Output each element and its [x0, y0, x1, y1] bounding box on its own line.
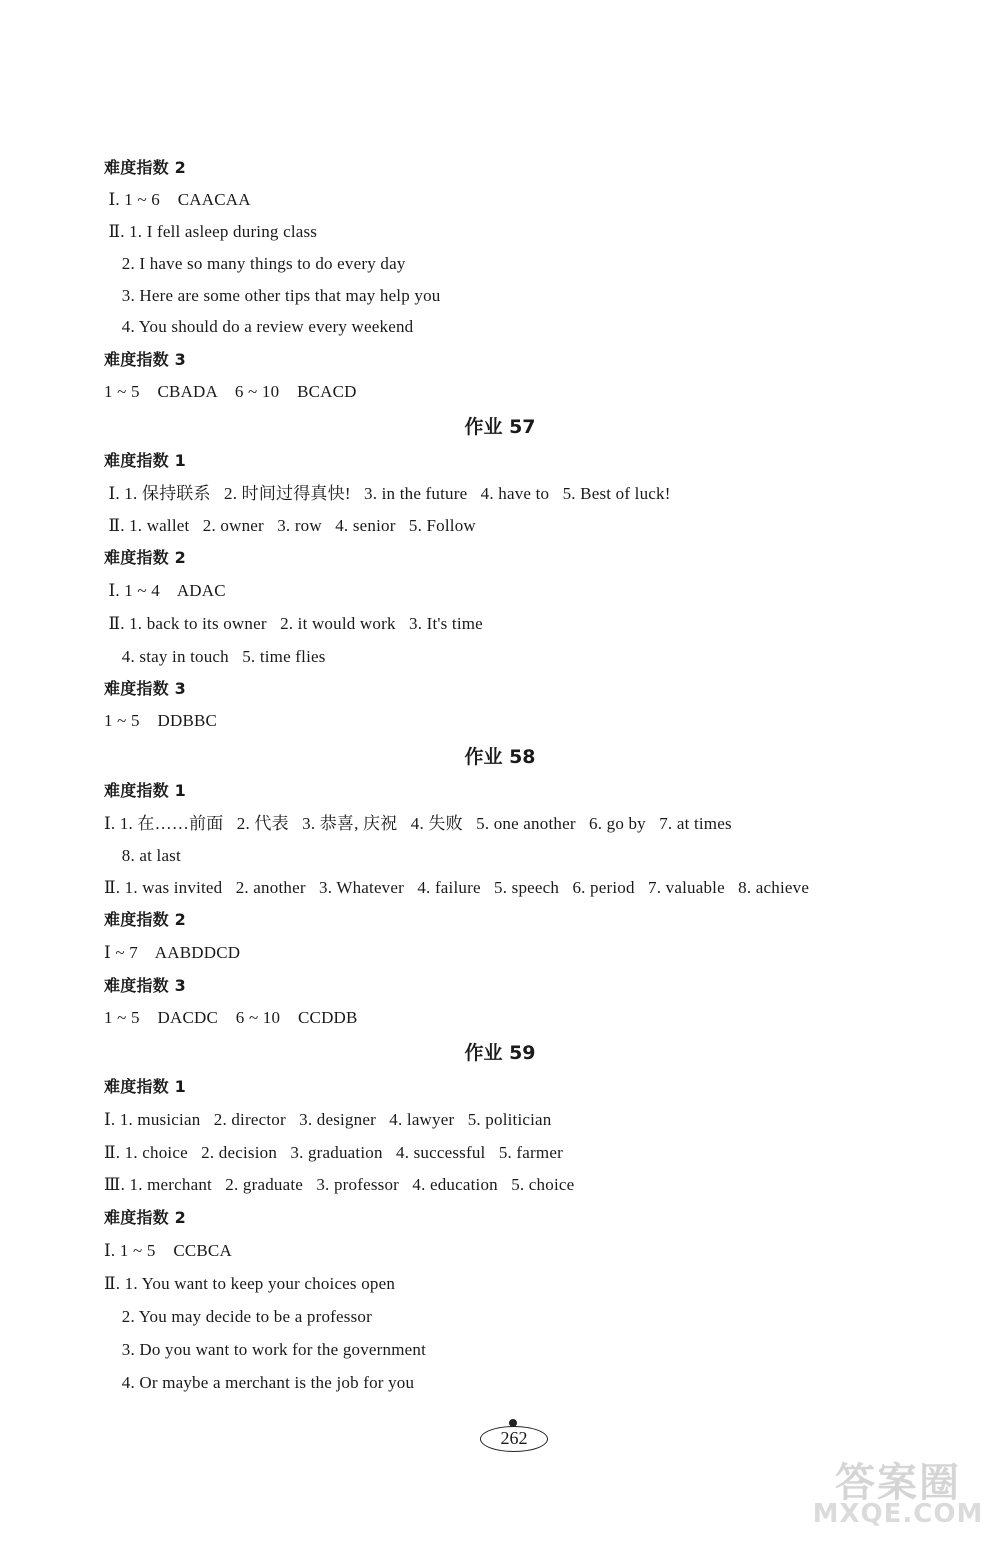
answer-line: Ⅰ. 1 ~ 5 CCBCA [104, 1241, 232, 1260]
answer-line: Ⅱ. 1. You want to keep your choices open [104, 1274, 396, 1293]
watermark-logo-text: 答案圈 [835, 1460, 961, 1506]
answer-line: Ⅰ. 1. musician 2. director 3. designer 4. lawyer 5. politician [104, 1110, 552, 1129]
assignment-title: 作业 59 [464, 1042, 536, 1064]
answer-line: Ⅰ ~ 7 AABDDCD [104, 943, 241, 962]
answer-line: 4. Or maybe a merchant is the job for you [104, 1373, 415, 1392]
answer-line: Ⅱ. 1. was invited 2. another 3. Whatever 4. failure 5. speech 6. period 7. valuable 8. achieve [104, 878, 810, 897]
difficulty-label: 难度指数 1 [104, 1077, 186, 1096]
answer-line: Ⅰ. 1 ~ 6 CAACAA [104, 190, 251, 209]
assignment-title: 作业 58 [464, 746, 536, 768]
difficulty-label: 难度指数 3 [104, 679, 186, 698]
difficulty-label: 难度指数 3 [104, 350, 186, 369]
answer-line: 1 ~ 5 DDBBC [104, 711, 218, 730]
answer-line: 3. Here are some other tips that may help you [104, 286, 441, 305]
answer-line: Ⅱ. 1. wallet 2. owner 3. row 4. senior 5. Follow [104, 516, 476, 535]
answer-line: Ⅰ. 1. 在……前面 2. 代表 3. 恭喜, 庆祝 4. 失败 5. one another 6. go by 7. at times [104, 814, 732, 833]
answer-line: 2. You may decide to be a professor [104, 1307, 372, 1326]
difficulty-label: 难度指数 2 [104, 548, 186, 567]
answer-line: 4. stay in touch 5. time flies [104, 647, 326, 666]
difficulty-label: 难度指数 2 [104, 158, 186, 177]
difficulty-label: 难度指数 1 [104, 451, 186, 470]
assignment-title: 作业 57 [464, 416, 536, 438]
answer-line: Ⅰ. 1 ~ 4 ADAC [104, 581, 226, 600]
page-number [480, 1422, 548, 1452]
difficulty-label: 难度指数 2 [104, 1208, 186, 1227]
answer-line: 3. Do you want to work for the government [104, 1340, 427, 1359]
answer-line: Ⅲ. 1. merchant 2. graduate 3. professor 4. education 5. choice [104, 1175, 575, 1194]
page-number-text: 262 [500, 1428, 528, 1448]
watermark-url: MXQE.COM [812, 1499, 984, 1529]
answer-line: Ⅰ. 1. 保持联系 2. 时间过得真快! 3. in the future 4. have to 5. Best of luck! [104, 484, 671, 503]
answer-line: Ⅱ. 1. back to its owner 2. it would work 3. It's time [104, 614, 483, 633]
answer-line: 8. at last [104, 846, 181, 865]
answer-line: 4. You should do a review every weekend [104, 317, 414, 336]
difficulty-label: 难度指数 2 [104, 910, 186, 929]
answer-line: Ⅱ. 1. I fell asleep during class [104, 222, 318, 241]
answer-line: 2. I have so many things to do every day [104, 254, 406, 273]
difficulty-label: 难度指数 1 [104, 781, 186, 800]
watermark [808, 1451, 988, 1531]
answer-line: 1 ~ 5 DACDC 6 ~ 10 CCDDB [104, 1008, 358, 1027]
answer-line: 1 ~ 5 CBADA 6 ~ 10 BCACD [104, 382, 357, 401]
page-number-dot [509, 1419, 517, 1427]
difficulty-label: 难度指数 3 [104, 976, 186, 995]
answer-line: Ⅱ. 1. choice 2. decision 3. graduation 4. successful 5. farmer [104, 1143, 563, 1162]
